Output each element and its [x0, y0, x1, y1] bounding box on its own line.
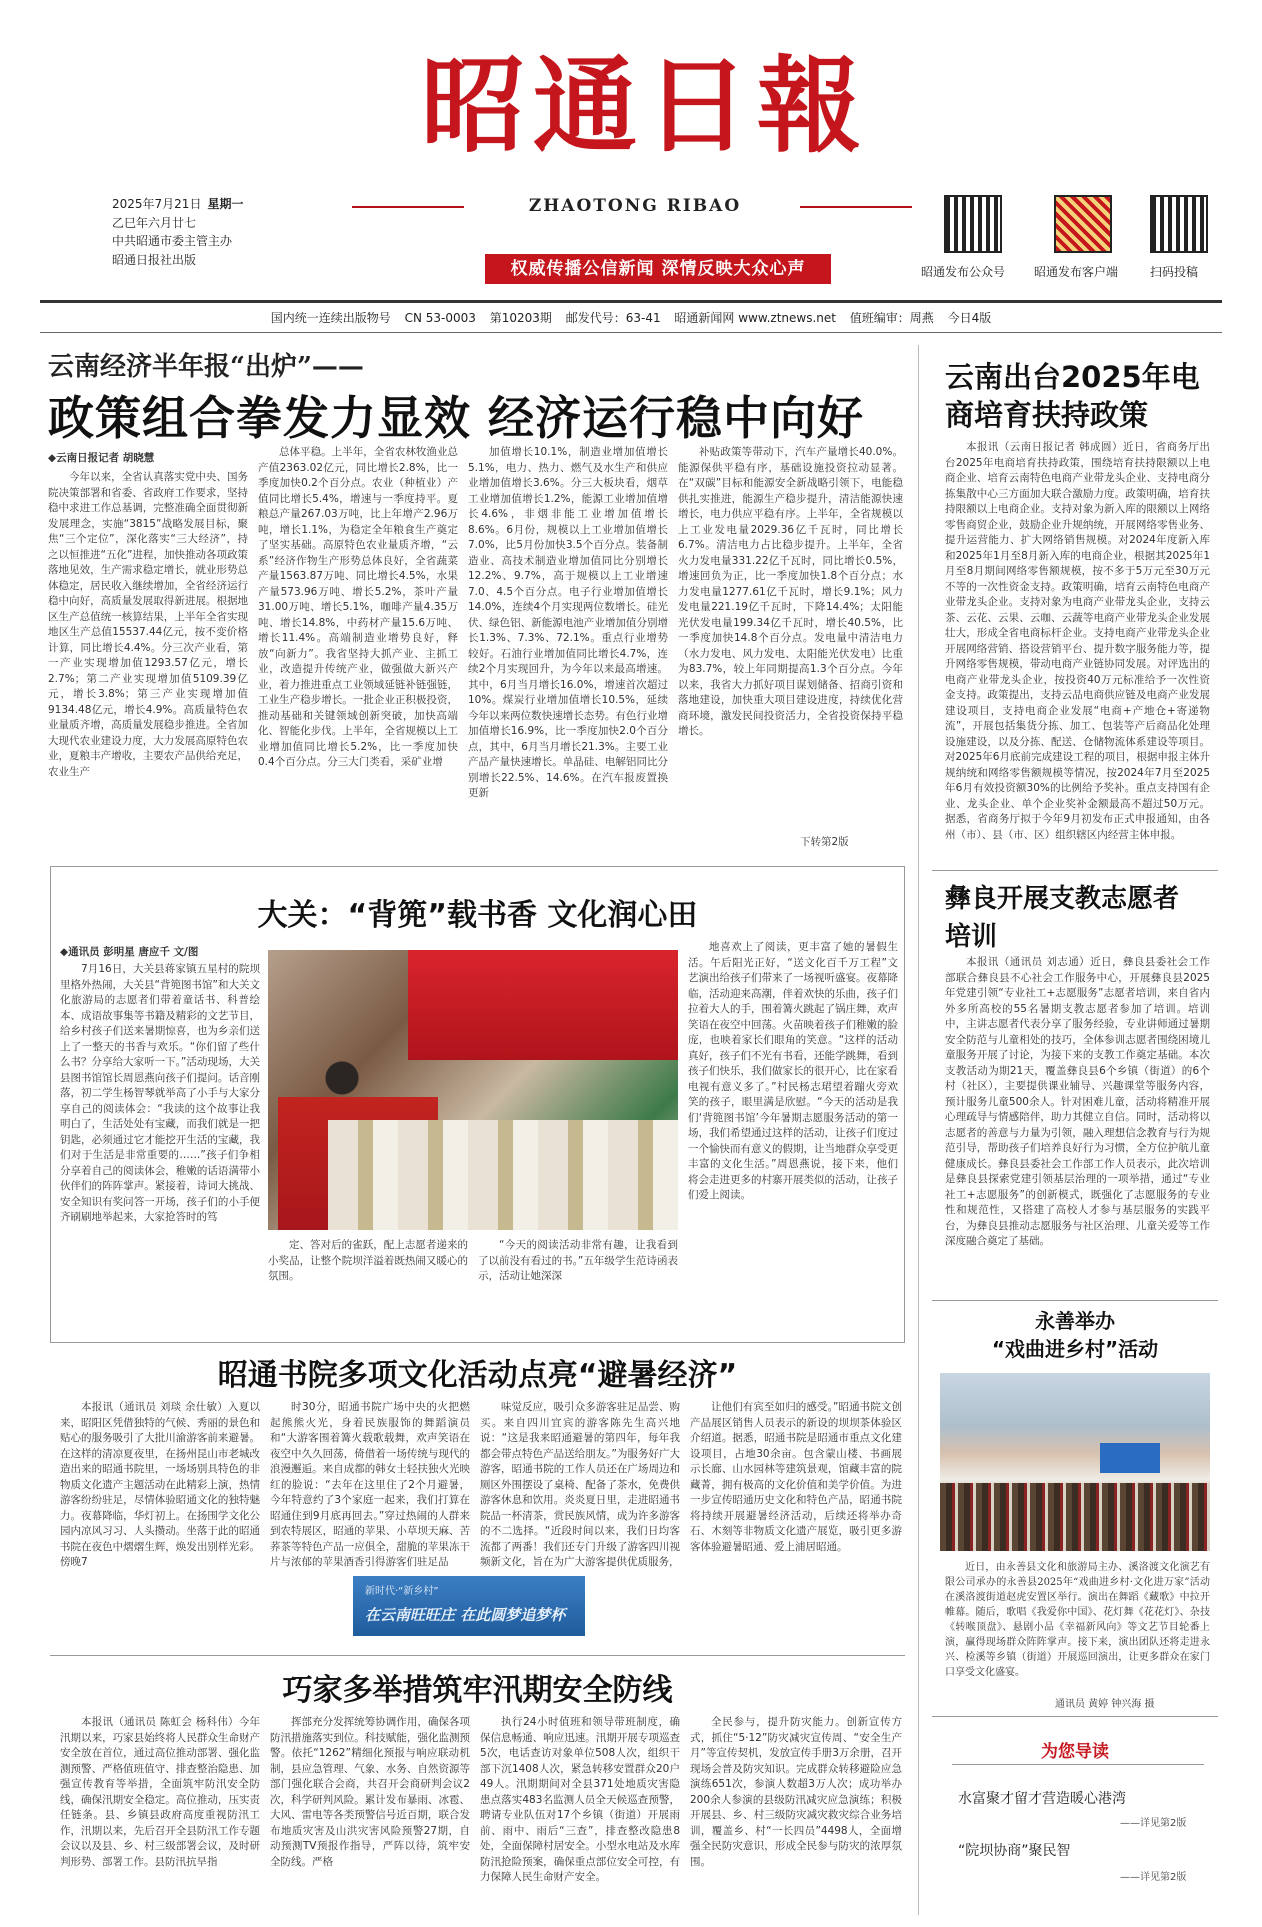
side1-headline: 云南出台2025年电商培育扶持政策 — [945, 360, 1200, 432]
feature1-column-2: 定、答对后的雀跃，配上志愿者递来的小奖品，让整个院坝洋溢着既热闹又暖心的氛围。 — [268, 1239, 468, 1282]
feature1-column-4: 地喜欢上了阅读，更丰富了她的暑假生活。午后阳光正好，“送文化百千万工程”文艺演出给孩子们带来了一场视听盛宴。夜幕降临，活动迎来高潮，伴着欢快的乐曲，孩子们拉着大人的手，围着篝火跳起了锅庄舞，欢声笑语在夜空中回荡。火苗映着孩子们稚嫩的脸庞，也映着家长们眼角的笑意。“这样的活动真好，孩子们不光有书看，还能学跳舞，看到孩子们快乐，我们做家长的很开心，比在家看电视有意义多了。”村民杨志珺望着蹦火旁欢笑的孩子，眼里满是欣慰。“今天的活动是我们‘背篼图书馆’今年暑期志愿服务活动的第一场，我们希望通过这样的活动，让孩子们度过一个愉快而有意义的假期，让当地群众享受更丰富的文化生活。”周恩燕说，接下来，他们将会走进更多的村寨开展类似的活动，让孩子们爱上阅读。 — [688, 941, 898, 1201]
lunar-date: 乙巳年六月廿七 — [112, 215, 197, 230]
feature3-column-2: 挥部充分发挥统筹协调作用，确保各项防汛措施落实到位。科技赋能，强化监测预警。依托“1262”精细化预报与响应联动机制，县应急管理、气象、水务、自然资源等部门强化联合会商，共召开会商研判会议2次，科学研判风险。累计发布暴雨、冰雹、大风、雷电等各类预警信号近百期，联合发布地质灾害及山洪灾害风险预警27期，自动预测TV预报作指导，严阵以待，筑牢安全防线。严格 — [270, 1716, 470, 1868]
sponsor-line: 中共昭通市委主管主办 — [112, 234, 233, 248]
side-divider-1 — [932, 870, 1218, 871]
lead-headline: 政策组合拳发力显效 经济运行稳中向好 — [48, 391, 865, 445]
guide-item-2[interactable]: “院坝协商”聚民智 — [958, 1843, 1071, 1859]
guide-note-2: ——详见第2版 — [1120, 1872, 1187, 1883]
qr-label-1: 昭通发布公众号 — [921, 265, 1006, 279]
side1-body: 本报讯（云南日报记者 韩成圆）近日，省商务厅出台2025年电商培育扶持政策，围绕培育扶持限额以上电商企业、培育云南特色电商产业带龙头企业、支持电商分拣集散中心三方面加大联合激励力度。政策明确，培育扶持限额以上电商企业。支持对象为新入库的限额以上网络零售商贸企业，鼓励企业升规纳统，开展网络零售业务、提升运营能力、扩大网络销售规模。对2024年度新入库和2025年1月至8月新入库的电商企业，根据其2025年1月至8月期间网络零售额规模，按不多于5万元至30万元不等的一次性资金支持。政策明确，培育云南特色电商产业带龙头企业。支持对象为电商产业带龙头企业，支持云茶、云花、云果、云咖、云蔬等电商产业带龙头企业发展壮大，形成全省电商标杆企业。支持电商产业带龙头企业开展网络营销、搭设营销平台、提升数字服务能力等，提升网络零售规模，带动电商产业链协同发展。对评选出的电商产业带龙头企业，按投资40万元标准给予一次性资金支持。政策提出，支持云品电商供应链及电商产业发展建设项目，支持电商企业发展“电商+产地仓+寄递物流”，开展包括集货分拣、加工、包装等产后商品化处理设施建设，以及分拣、配送、仓储物流体系建设等项目。对2025年6月底前完成建设工程的项目，根据申报主体升规纳统和网络零售额规模等情况，按2024年7月至2025年6月有效投资额30%的比例给予奖补。重点支持国有企业、龙头企业、单个企业奖补金额最高不超过50万元。据悉，省商务厅拟于今年9月初发布正式申报通知，由各州（市）、县（市、区）组织辖区内经营主体申报。 — [945, 441, 1210, 841]
column-divider — [918, 345, 919, 1915]
side-divider-2 — [932, 1300, 1218, 1301]
guide-item-1[interactable]: 水富聚才留才营造暖心港湾 — [958, 1791, 1126, 1807]
lead-column-2: 总体平稳。上半年，全省农林牧渔业总产值2363.02亿元，同比增长2.8%，比一季度加快0.2个百分点。农业（种植业）产值同比增长5.4%，增速与一季度持平。夏粮总产量267.03万吨，比上年增产2.96万吨，增长1.1%，为稳定全年粮食生产奠定了坚实基础。高原特色农业量质齐增，“云系”经济作物生产形势总体良好，全省蔬菜产量1563.87万吨、同比增长4.5%，水果产量573.96万吨、增长5.2%，茶叶产量31.00万吨、增长5.1%，咖啡产量4.35万吨、增长14.8%，中药材产量15.6万吨、增长11.4%。高端制造业增势良好，释放“向新力”。我省坚持大抓产业、主抓工业，改造提升传统产业，做强做大新兴产业，着力推进重点工业领域延链补链强链，工业生产稳步增长。一批企业正积极投资，推动基础和关键领域创新突破，加快高端化、智能化步伐。上半年，全省规模以上工业增加值同比增长5.2%，比一季度加快0.4个百分点。分三大门类看，采矿业增 — [258, 446, 458, 768]
info-divider — [40, 332, 1222, 333]
website[interactable]: 昭通新闻网 www.ztnews.net — [674, 311, 836, 325]
qr-code-icon[interactable] — [1054, 195, 1112, 253]
issn-label: 国内统一连续出版物号 — [270, 311, 391, 325]
date-line: 2025年7月21日 — [112, 197, 202, 211]
logo-rule-right — [800, 206, 912, 208]
logo-text: 昭通日報 — [420, 44, 870, 162]
side2-headline: 彝良开展支教志愿者培训 — [945, 884, 1180, 952]
section-divider — [50, 1655, 905, 1656]
publisher-line: 昭通日报社出版 — [112, 252, 197, 267]
feature3-headline: 巧家多举措筑牢汛期安全防线 — [282, 1673, 673, 1708]
info-bar — [40, 306, 1222, 330]
side-divider-3 — [932, 1716, 1218, 1717]
guide-title: 为您导读 — [1041, 1742, 1109, 1762]
masthead-logo — [390, 42, 900, 162]
feature1-byline: ◆通讯员 彭明星 唐应千 文/图 — [60, 946, 199, 958]
postal-code: 邮发代号：63-41 — [565, 311, 661, 325]
feature2-column-2: 时30分，昭通书院广场中央的火把燃起熊熊火光，身着民族服饰的舞蹈演员和“大游客围着篝火载歌载舞，欢声笑语在夜空中久久回荡，倚借着一场传统与现代的浪漫邂逅。来自成都的韩女士轻扶独火光映红的脸说：“去年在这里住了2个月避暑，今年特意约了3个家庭一起来，我们打算在昭通住到9月底再回去。”穿过热闹的人群来到农特展区，昭通的苹果、小草坝天麻、苦荞茶等特色产品一应俱全，甜脆的苹果冻干片与浓郁的苹果酒香引得游客们驻足品 — [270, 1401, 470, 1568]
reading-event-photo — [268, 950, 678, 1230]
lead-kicker: 云南经济半年报“出炉”—— — [48, 352, 364, 382]
feature2-column-1: 本报讯（通讯员 刘琰 余仕敏）入夏以来，昭阳区凭借独特的气候、秀丽的景色和贴心的服务吸引了大批川渝游客前来避暑。在这样的清凉夏夜里，在扬州昆山市老城改造出来的昭通书院里，一场场别具特色的非物质文化遗产主题活动在此精彩上演，热情游客纷纷驻足，尽情体验昭通文化的独特魅力。夜幕降临，华灯初上。在扬围学文化公园内凉风习习、人头攒动。坐落于此的昭通书院在夜色中熠熠生辉，焕发出别样光彩。傍晚7 — [60, 1401, 260, 1568]
guide-note-1: ——详见第2版 — [1120, 1818, 1187, 1829]
logo-rule-left — [352, 206, 464, 208]
lead-continued: 下转第2版 — [800, 836, 849, 848]
page-count: 今日4版 — [947, 311, 992, 325]
feature2-headline: 昭通书院多项文化活动点亮“避暑经济” — [217, 1358, 738, 1393]
feature2-column-3: 味觉反应，吸引众多游客驻足品尝、购买。来自四川宜宾的游客陈先生高兴地说：“这是我来昭通避暑的第四年，每年我都会带点特色产品送给朋友。”为服务好广大游客，昭通书院的工作人员还在广场周边和厕区外围摆设了桌椅、配备了茶水，免费供游客休息和饮用。炎炎夏日里，走进昭通书院品一杯清茶，赏民族风情，成为许多游客的不二选择。“近段时间以来，我们日均客流都了两番！我们还专门升级了游客四川视频新文化，旨在为广大游客提供优质服务， — [480, 1401, 680, 1568]
qr-code-icon[interactable] — [944, 195, 1002, 253]
masthead-divider — [40, 300, 1222, 303]
qr-code-icon[interactable] — [1150, 195, 1208, 253]
issue-number: 第10203期 — [489, 311, 552, 325]
feature2-column-4: 让他们有宾至如归的感受。”昭通书院文创产品展区销售人员表示的新设的坝坝茶体验区介绍道。据悉，昭通书院是昭通市重点文化建设项目，占地30余亩。包含蒙山楼、书画展示长廊、山水园林等建筑景观，馆藏丰富的院藏菁，拥有极高的文化价值和美学价值。为进一步宣传昭通历史文化和特色产品，昭通书院将持续开展避暑经济活动，后续还将举办奇石、木刻等非物质文化遗产展览，吸引更多游客体验避暑昭通、爱上浦居昭通。 — [690, 1401, 902, 1553]
lead-column-4: 补贴政策等带动下，汽车产量增长40.0%。能源保供平稳有序，基础设施投资拉动显著。在“双碳”目标和能源安全新战略引领下，电能稳供扎实推进，能源生产稳步提升，清洁能源快速增长，电力供应平稳有序。上半年，全省规模以上工业发电量2029.36亿千瓦时，同比增长6.7%。清洁电力占比稳步提升。上半年，全省火力发电量331.22亿千瓦时，同比增长0.5%，增速回负为正，比一季度加快1.8个百分点；水力发电量1277.61亿千瓦时，增长9.1%；风力发电量221.19亿千瓦时，下降14.4%；太阳能光伏发电量199.34亿千瓦时，增长40.5%，比一季度加快14.8个百分点。发电量中清洁电力（水力发电、风力发电、太阳能光伏发电）比重为83.7%，较上年同期提高1.3个百分点。今年以来，我省大力抓好项目谋划储备、招商引资和落地建设，加快重大项目建设进度，持续优化营商环境，激发民间投资活力，全省投资保持平稳增长。 — [678, 446, 903, 737]
side3-headline-top: 永善举办 — [1035, 1309, 1115, 1333]
feature1-column-3: “今天的阅读活动非常有趣，让我看到了以前没有看过的书。”五年级学生范诗函表示，活动让她深深 — [478, 1239, 678, 1282]
side3-photo-credit: 通讯员 黄婷 钟兴海 摄 — [1055, 1699, 1155, 1710]
lead-column-3: 加值增长10.1%，制造业增加值增长5.1%，电力、热力、燃气及水生产和供应业增加值增长3.6%。分三大板块看，烟草工业增加值增长1.2%，能源工业增加值增长4.6%，非烟非能工业增加值增长8.6%。6月份，规模以上工业增加值增长7.0%，比5月份加快3.5个百分点。装备制造业、高技术制造业增加值同比分别增长12.2%、9.7%，高于规模以上工业增速7.0、4.5个百分点。电子行业增加值增长14.0%，连续4个月实现两位数增长。硅光伏、绿色铝、新能源电池产业增加值分别增长1.3%、7.3%、72.1%。重点行业增势较好。石油行业增加值同比增长4.7%，连续2个月实现回升，为今年以来最高增速。其中，6月当月增长16.0%，增速首次超过10%。煤炭行业增加值增长10.5%，延续今年以来两位数快速增长态势。有色行业增加值增长16.9%，比一季度加快2.0个百分点，其中，6月当月增长21.3%。主要工业产品产量快速增长。单晶硅、电解铝同比分别增长22.5%、14.6%。在汽车报废置换更新 — [468, 446, 668, 799]
feature3-column-1: 本报讯（通讯员 陈虹会 杨科伟）今年汛期以来，巧家县始终将人民群众生命财产安全放在首位，通过高位推动部署、强化监测预警、严格值班值守、排查整治隐患、加强宣传教育等举措，全面筑牢防汛安全防线，确保汛期安全稳定。高位推动，压实责任链条。县、乡镇县政府高度重视防汛工作，汛期以来，先后召开全县防汛工作专题会议以及县、乡、村三级部署会议，及时研判形势、部署工作。县防汛抗旱指 — [60, 1716, 260, 1868]
qr-label-2: 昭通发布客户端 — [1034, 265, 1119, 279]
lead-byline: ◆云南日报记者 胡晓慧 — [48, 452, 155, 464]
opera-performance-photo — [940, 1373, 1210, 1551]
qr-label-3: 扫码投稿 — [1150, 265, 1199, 279]
feature1-column-1: 7月16日，大关县蒋家镇五星村的院坝里格外热闹，大关县“背篼图书馆”和大关文化旅游局的志愿者们带着童话书、科普绘本、成语故事集等书籍及精彩的文艺节目，给乡村孩子们送来暑期惊喜，也为乡亲们送上了一整天的书香与欢乐。“你们留了些什么书？分享给大家听一下。”活动现场，大关县图书馆馆长周恩燕向孩子们提问。话音刚落，初二学生杨智琴就举高了小手与大家分享自己的阅读体会：“我读的这个故事让我明白了，生活处处有宝藏，而我们就是一把钥匙，必须通过它才能挖开生活的宝藏，我们对于生活是非常重要的……”孩子们争相分享着自己的阅读体会，稚嫩的话语满带小伙伴们的阵阵掌声。紧接着，诗词大挑战、安全知识有奖问答一开场，孩子们的小手便齐刷刷地举起来，大家抢答时的笃 — [60, 963, 260, 1223]
guide-rule — [952, 1764, 1204, 1765]
slogan-banner: 权威传播公信新闻 深情反映大众心声 — [485, 254, 831, 284]
date-block — [112, 195, 243, 269]
cn-number: CN 53-0003 — [404, 311, 476, 325]
promo-banner-small: 新时代·“新乡村” — [365, 1586, 439, 1597]
feature3-column-4: 全民参与，提升防灾能力。创新宣传方式，抓住“5·12”防灾减灾宣传周、“安全生产月”等宣传契机，发放宣传手册3万余册，召开现场会普及防灾知识。完成群众转移避险应急演练651次，参演人数超3万人次；成功举办200余人参演的县级防汛减灾应急演练；积极开展县、乡、村三级防灾减灾救灾综合业务培训，覆盖乡、村“一长四员”4498人，全面增强全民防灾意识，形成全民参与防灾的浓厚氛围。 — [690, 1716, 902, 1868]
weekday: 星期一 — [207, 197, 244, 211]
duty-editor: 值班编审：周燕 — [849, 311, 934, 325]
promo-banner-main: 在云南旺旺庄 在此圆梦追梦杯 — [365, 1606, 566, 1624]
side2-body: 本报讯（通讯员 刘志通）近日，彝良县委社会工作部联合彝良县不心社会工作服务中心，开展彝良县2025年党建引领“专业社工+志愿服务”志愿者培训，来自省内外多所高校的55名暑期支教志愿者参加了培训。培训中，主讲志愿者代表分享了服务经验，专业讲师通过暑期安全防范与儿童相处的技巧，全体参训志愿者围绕困境儿童服务开展了讨论，为接下来的支教工作奠定基础。本次支教活动为期21天，覆盖彝良县6个乡镇（街道）的6个村（社区），主要提供课业辅导、兴趣课堂等服务内容，预计服务儿童500余人。针对困难儿童，活动将精准开展心理疏导与情感陪伴，助力其健立自信。同时，活动将以志愿者的善意与力量为引领，融入理想信念教育与行为规范引导，帮助孩子们培养良好行为习惯，全方位护航儿童健康成长。彝良县委社会工作部工作人员表示，此次培训是彝良县探索党建引领基层治理的一项举措，通过“专业社工+志愿服务”的创新模式，既强化了志愿服务的专业性和规范性，又搭建了高校人才参与基层服务的实践平台，为彝良县推动志愿服务与社区治理、儿童关爱等工作深度融合奠定了基础。 — [945, 956, 1210, 1247]
side3-caption: 近日，由永善县文化和旅游局主办、溪洛渡文化演艺有限公司承办的永善县2025年“戏曲进乡村·文化进万家”活动在溪洛渡街道赵虎安置区举行。演出在舞蹈《藏歌》中拉开帷幕。随后，歌唱《我爱你中国》、花灯舞《花花灯》、杂技《转喉顶盘》、悬剧小品《幸福新风向》等文艺节目轮番上演，赢得现场群众阵阵掌声。接下来，演出团队还将走进永兴、检溪等乡镇（街道）开展巡回演出，让更多群众在家门口享受文化盛宴。 — [945, 1562, 1210, 1678]
logo-pinyin: ZHAOTONG RIBAO — [528, 196, 742, 216]
feature3-column-3: 执行24小时值班和领导带班制度，确保信息畅通、响应迅速。汛期开展专项巡查5次，电话查访对象单位508人次，组织干部下沉1408人次，紧急转移安置群众20户49人。汛期期间对全县371处地质灾害隐患点落实483名监测人员全天候巡查预警，聘请专业队伍对17个乡镇（街道）开展雨前、雨中、雨后“三查”，排查整改隐患8处，全面保障村居安全。小型水电站及水库防汛抢险预案，确保重点部位安全可控，有力保障人民生命财产安全。 — [480, 1716, 680, 1883]
side3-headline-bottom: “戏曲进乡村”活动 — [991, 1337, 1159, 1361]
feature1-headline: 大关：“背篼”载书香 文化润心田 — [257, 898, 698, 933]
lead-column-1: 今年以来，全省认真落实党中央、国务院决策部署和省委、省政府工作要求，坚持稳中求进工作总基调，完整准确全面贯彻新发展理念，实施“3815”战略发展目标，聚焦“三个定位”，深化落实“三大经济”，持之以恒推进“五化”进程，加快推动各项政策落地见效，生产需求稳定增长，就业形势总体稳定，居民收入继续增加，全省经济运行稳中向好，高质量发展取得新进展。根据地区生产总值统一核算结果，上半年全省实现地区生产总值15537.44亿元，按不变价格计算，同比增长4.4%。分三次产业看，第一产业实现增加值1293.57亿元，增长2.7%；第二产业实现增加值5109.39亿元，增长3.8%；第三产业实现增加值9134.48亿元，增长4.9%。高质量特色农业量质齐增，高质量发展稳步推进。全省加大现代农业建设力度，大力发展高原特色农业，夏粮丰产增收，主要农产品供给充足，农业生产 — [48, 471, 248, 778]
promo-banner[interactable] — [353, 1576, 585, 1636]
